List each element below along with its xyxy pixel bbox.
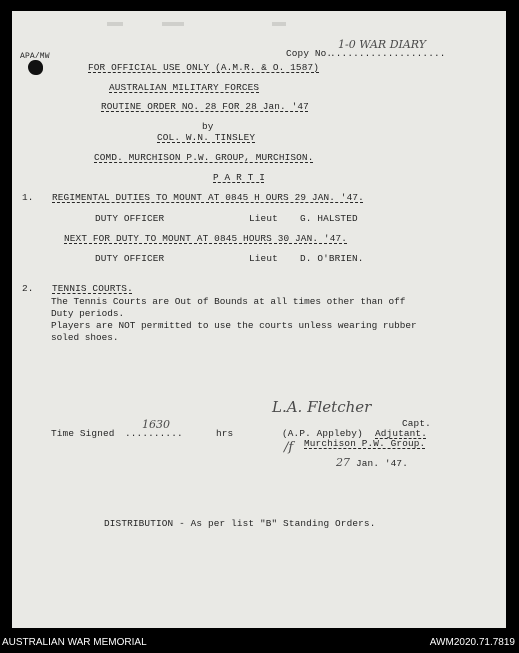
duty-officer-rank: Lieut xyxy=(249,213,278,224)
reference-code: APA/MW xyxy=(20,52,50,61)
date-text: Jan. '47. xyxy=(356,458,408,469)
footer-catalogue-number: AWM2020.71.7819 xyxy=(429,637,515,648)
duty-officer-name: G. HALSTED xyxy=(300,213,358,224)
next-duty-officer-label: DUTY OFFICER xyxy=(95,253,165,264)
distribution-line: DISTRIBUTION - As per list "B" Standing Orders. xyxy=(104,518,376,529)
next-duty-officer-name: D. O'BRIEN. xyxy=(300,253,364,264)
next-duty-title: NEXT FOR DUTY TO MOUNT AT 0845 HOURS 30 JAN. '47. xyxy=(64,233,348,244)
time-signed-handwritten: 1630 xyxy=(142,418,170,431)
routine-order-heading: ROUTINE ORDER NO. 28 FOR 28 Jan. '47 xyxy=(101,101,309,112)
paper-mark xyxy=(162,22,184,26)
signatory-role: Adjutant. xyxy=(375,428,427,439)
date-handwritten: 27 xyxy=(336,456,350,469)
footer-source: AUSTRALIAN WAR MEMORIAL xyxy=(2,637,147,648)
signatory-name: (A.P. Appleby) xyxy=(282,428,363,439)
handwritten-signature: L.A. Fletcher xyxy=(272,398,372,416)
item-2-line: The Tennis Courts are Out of Bounds at all times other than off xyxy=(51,296,406,307)
punch-hole xyxy=(28,60,43,75)
officer-name: COL. W.N. TINSLEY xyxy=(157,132,256,143)
time-signed-dots: .......... xyxy=(125,428,183,439)
signature-flourish: /f xyxy=(284,440,294,455)
item-1-number: 1. xyxy=(22,192,34,203)
item-2-line: soled shoes. xyxy=(51,332,119,343)
by-label: by xyxy=(202,121,214,132)
paper-mark xyxy=(107,22,123,26)
time-signed-label: Time Signed xyxy=(51,428,115,439)
part-heading: P A R T I xyxy=(213,172,265,183)
signatory-unit: Murchison P.W. Group. xyxy=(304,438,426,449)
paper-mark xyxy=(272,22,286,26)
item-1-title: REGIMENTAL DUTIES TO MOUNT AT 0845 H OURS 29 JAN. '47. xyxy=(52,192,364,203)
forces-heading: AUSTRALIAN MILITARY FORCES xyxy=(109,82,260,93)
copy-number-dots: .................... xyxy=(330,48,446,59)
item-2-title: TENNIS COURTS. xyxy=(52,283,133,294)
item-2-line: Duty periods. xyxy=(51,308,125,319)
security-heading: FOR OFFICIAL USE ONLY (A.M.R. & O. 1587) xyxy=(88,62,320,73)
item-2-line: Players are NOT permitted to use the courts unless wearing rubber xyxy=(51,320,417,331)
time-signed-unit: hrs xyxy=(216,428,234,439)
duty-officer-label: DUTY OFFICER xyxy=(95,213,165,224)
command-line: COMD. MURCHISON P.W. GROUP, MURCHISON. xyxy=(94,152,314,163)
signatory-rank: Capt. xyxy=(402,418,431,429)
next-duty-officer-rank: Lieut xyxy=(249,253,278,264)
item-2-number: 2. xyxy=(22,283,34,294)
copy-number-handwritten: 1-0 WAR DIARY xyxy=(338,38,427,51)
item-2-body xyxy=(51,296,417,344)
copy-number-label: Copy No. xyxy=(286,48,333,59)
